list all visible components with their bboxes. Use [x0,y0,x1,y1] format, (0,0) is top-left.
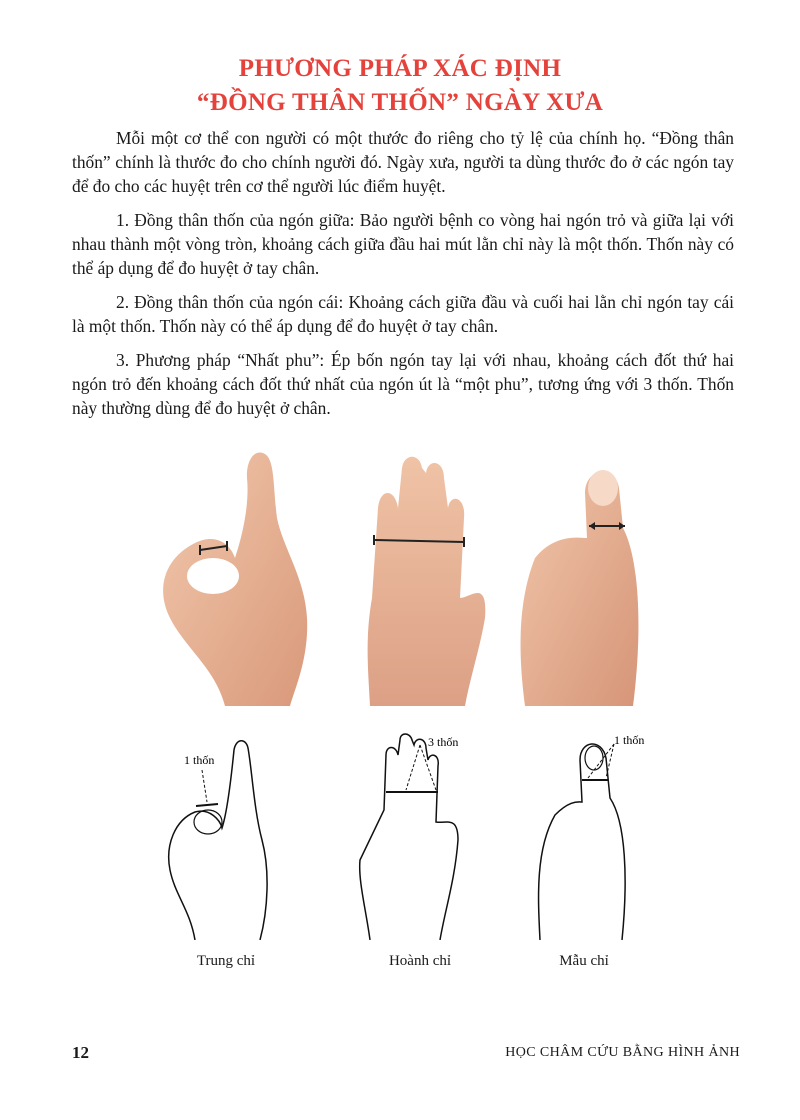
method-2-paragraph: 2. Đồng thân thốn của ngón cái: Khoảng cách giữa đầu và cuối hai lằn chỉ ngón tay cái là một thốn. Thốn này có thể áp dụng để đo huyệt ở tay chân. [72,292,734,336]
caption-trung-chi: Trung chỉ [196,953,256,969]
hand-diagrams [150,730,670,940]
trung-chi-note: 1 thốn [184,753,215,767]
mau-chi-diagram [530,730,670,940]
page-title-line-1: PHƯƠNG PHÁP XÁC ĐỊNH [238,55,562,82]
page-title-line-2: “ĐỒNG THÂN THỐN” NGÀY XƯA [196,89,604,116]
hoanh-chi-note: 3 thốn [428,735,459,749]
page-number: 12 [72,1043,89,1062]
caption-hoanh-chi: Hoành chỉ [388,953,452,969]
thumb-hand-photo [515,448,645,706]
body-text [72,126,734,430]
four-fingers-hand-photo [340,448,490,706]
mau-chi-note: 1 thốn [614,733,645,747]
intro-paragraph: Mỗi một cơ thể con người có một thước đo riêng cho tỷ lệ của chính họ. “Đồng thân thốn” chính là thước đo cho chính người đó. Ngày xưa, người ta dùng thước đo ở các ngón tay để đo cho các huyệt trên cơ thể người lúc điểm huyệt. [72,128,734,196]
hoanh-chi-diagram [340,730,480,940]
hand-photos [155,448,645,706]
book-title: HỌC CHÂM CỨU BẰNG HÌNH ẢNH [505,1045,740,1060]
page-title [0,52,800,120]
trung-chi-diagram [150,730,290,940]
caption-mau-chi: Mẫu chỉ [559,953,609,969]
method-1-paragraph: 1. Đồng thân thốn của ngón giữa: Bảo người bệnh co vòng hai ngón trỏ và giữa lại với nhau thành một vòng tròn, khoảng cách giữa đầu hai mút lằn chỉ này là một thốn. Thốn này có thể áp dụng để đo huyệt ở tay chân. [72,210,734,278]
method-3-paragraph: 3. Phương pháp “Nhất phu”: Ép bốn ngón tay lại với nhau, khoảng cách đốt thứ hai ngón trỏ đến khoảng cách đốt thứ nhất của ngón út là “một phu”, tương ứng với 3 thốn. Thốn này thường dùng để đo huyệt ở chân. [72,350,734,418]
middle-finger-hand-photo [155,448,315,706]
